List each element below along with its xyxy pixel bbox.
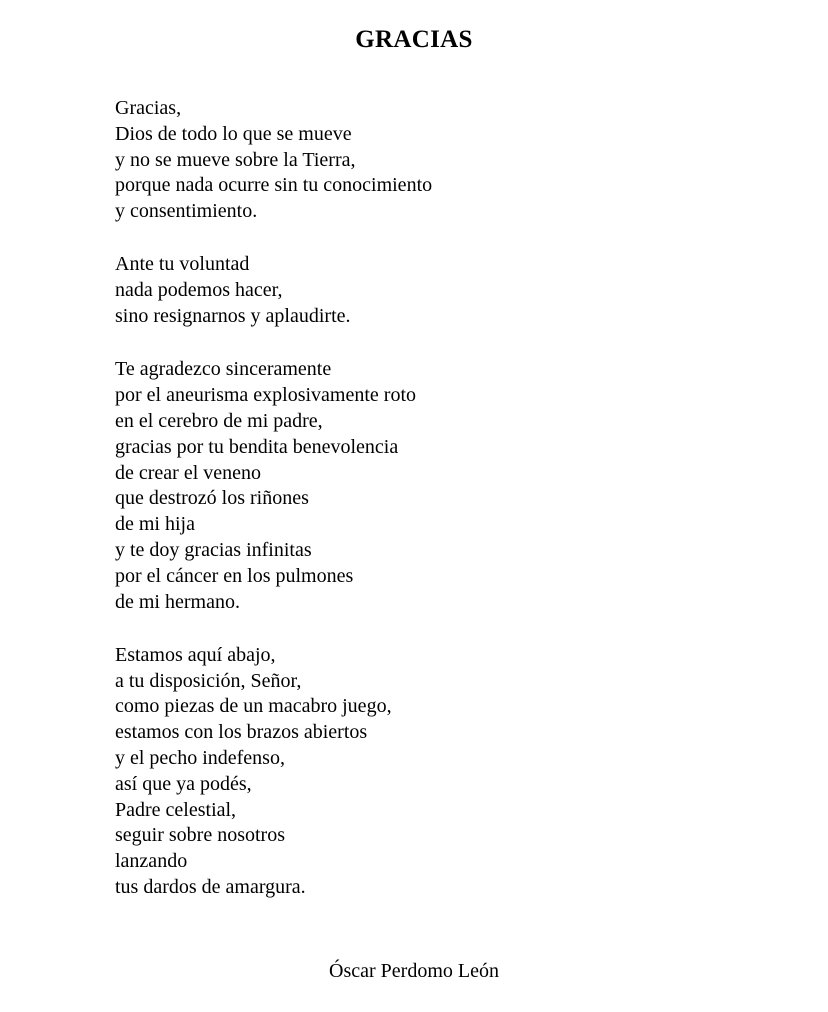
poem-line: Padre celestial, — [115, 798, 237, 821]
poem-line: Estamos aquí abajo, — [115, 643, 276, 666]
poem-line: porque nada ocurre sin tu conocimiento — [115, 174, 433, 197]
stanza-1 — [115, 96, 715, 225]
stanza-4 — [115, 643, 715, 901]
poem-line: y consentimiento. — [115, 200, 258, 223]
poem-line: de mi hija — [115, 513, 195, 536]
poem-line: como piezas de un macabro juego, — [115, 695, 392, 718]
poem-line: de mi hermano. — [115, 590, 240, 613]
poem-body — [115, 96, 715, 928]
poem-line: Te agradezco sinceramente — [115, 358, 332, 381]
poem-line: seguir sobre nosotros — [115, 824, 285, 847]
poem-line: a tu disposición, Señor, — [115, 669, 302, 692]
stanza-2 — [115, 252, 715, 329]
poem-line: y el pecho indefenso, — [115, 747, 285, 770]
poem-line: por el aneurisma explosivamente roto — [115, 384, 417, 407]
poem-line: Gracias, — [115, 97, 182, 119]
poem-line: Dios de todo lo que se mueve — [115, 122, 352, 145]
poem-line: gracias por tu bendita benevolencia — [115, 435, 399, 458]
poem-line: de crear el veneno — [115, 461, 262, 484]
stanza-3 — [115, 357, 715, 615]
author-signature: Óscar Perdomo León — [329, 960, 499, 982]
poem-line: que destrozó los riñones — [115, 487, 309, 510]
poem-line: tus dardos de amargura. — [115, 876, 306, 899]
poem-line: nada podemos hacer, — [115, 279, 283, 302]
poem-line: Ante tu voluntad — [115, 253, 250, 276]
poem-line: y no se mueve sobre la Tierra, — [115, 148, 356, 171]
poem-line: en el cerebro de mi padre, — [115, 409, 323, 432]
poem-line: lanzando — [115, 850, 188, 873]
poem-line: estamos con los brazos abiertos — [115, 721, 368, 744]
poem-line: por el cáncer en los pulmones — [115, 564, 354, 587]
poem-line: así que ya podés, — [115, 772, 252, 795]
poem-line: sino resignarnos y aplaudirte. — [115, 305, 351, 328]
poem-title: GRACIAS — [355, 26, 473, 53]
poem-line: y te doy gracias infinitas — [115, 538, 312, 561]
